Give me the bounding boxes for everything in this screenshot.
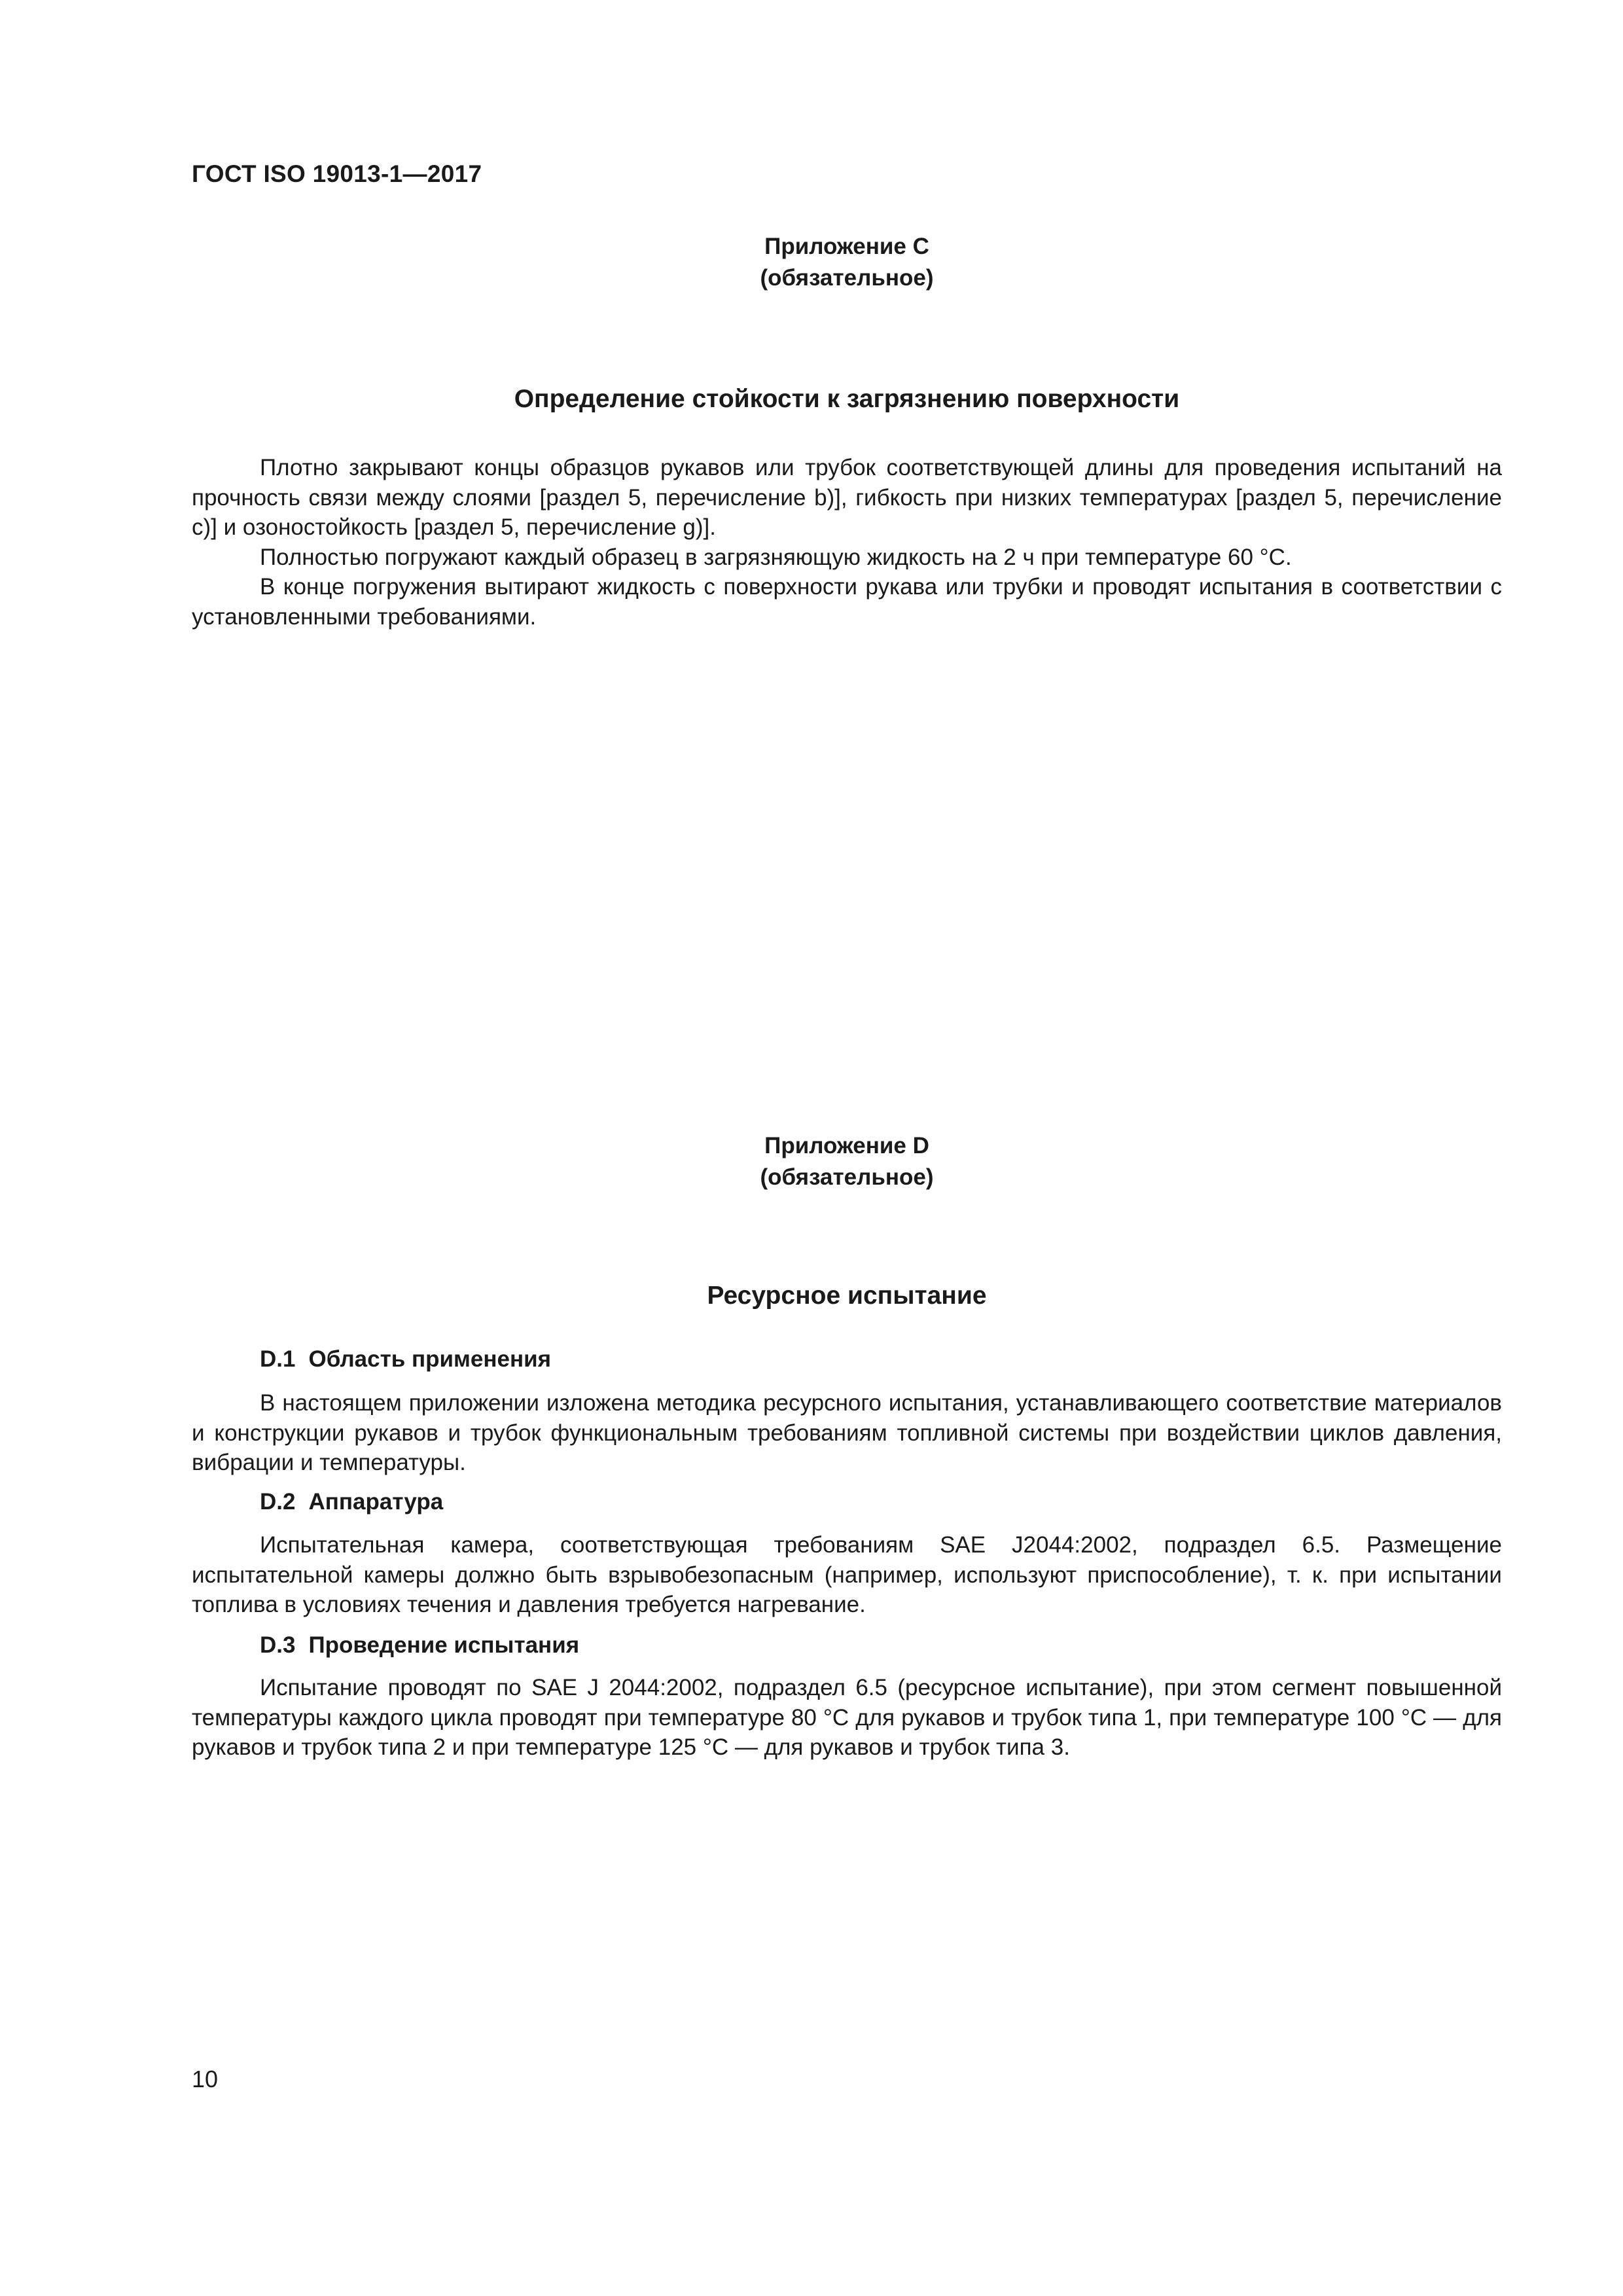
section-d3-body xyxy=(192,1673,1502,1763)
annex-d-heading xyxy=(192,1130,1502,1193)
annex-c-title: Определение стойкости к загрязнению поверхности xyxy=(514,385,1180,413)
annex-c-body xyxy=(192,453,1502,632)
section-d1-text: В настоящем приложении изложена методика ресурсного испытания, устанавливающего соответствие материалов и конструкции рукавов и трубок функциональным требованиям топливной системы при воздействии циклов давления, вибрации и температуры. xyxy=(192,1390,1502,1475)
section-d1-body xyxy=(192,1388,1502,1478)
page-number: 10 xyxy=(192,2066,219,2092)
annex-c-label: Приложение C xyxy=(764,234,929,259)
annex-d-status: (обязательное) xyxy=(760,1164,934,1190)
section-d2-text: Испытательная камера, соответствующая требованиям SAE J2044:2002, подраздел 6.5. Размещение испытательной камеры должно быть взрывобезопасным (например, используют приспособление), т. к. при испытании топлива в условиях течения и давления требуется нагревание. xyxy=(192,1532,1502,1617)
annex-d-title: Ресурсное испытание xyxy=(707,1282,987,1310)
section-d1-title: Область применения xyxy=(308,1346,552,1372)
annex-c-paragraph-1: Плотно закрывают концы образцов рукавов или трубок соответствующей длины для проведения испытаний на прочность связи между слоями [раздел 5, перечисление b)], гибкость при низких температурах [раздел 5, перечисление c)] и озоностойкость [раздел 5, перечисление g)]. xyxy=(192,455,1502,540)
annex-c-paragraph-2: Полностью погружают каждый образец в загрязняющую жидкость на 2 ч при температуре 60 °С. xyxy=(260,544,1292,570)
section-d2-body xyxy=(192,1530,1502,1620)
section-d1-number: D.1 xyxy=(260,1346,296,1372)
standard-id: ГОСТ ISO 19013-1—2017 xyxy=(192,160,482,187)
annex-c-heading xyxy=(192,231,1502,294)
annex-c-status: (обязательное) xyxy=(760,265,934,291)
section-d2-heading xyxy=(260,1489,443,1515)
annex-d-label: Приложение D xyxy=(764,1133,929,1158)
section-d1-heading xyxy=(260,1346,551,1372)
section-d3-heading xyxy=(260,1632,579,1659)
section-d3-text: Испытание проводят по SAE J 2044:2002, подраздел 6.5 (ресурсное испытание), при этом сегмент повышенной температуры каждого цикла проводят при температуре 80 °С для рукавов и трубок типа 1, при температуре 100 °С — для рукавов и трубок типа 2 и при температуре 125 °С — для рукавов и трубок типа 3. xyxy=(192,1675,1502,1760)
section-d2-number: D.2 xyxy=(260,1489,296,1515)
section-d2-title: Аппаратура xyxy=(308,1489,444,1515)
annex-c-paragraph-3: В конце погружения вытирают жидкость с поверхности рукава или трубки и проводят испытания в соответствии с установленными требованиями. xyxy=(192,574,1502,630)
section-d3-title: Проведение испытания xyxy=(308,1632,580,1658)
section-d3-number: D.3 xyxy=(260,1632,296,1658)
